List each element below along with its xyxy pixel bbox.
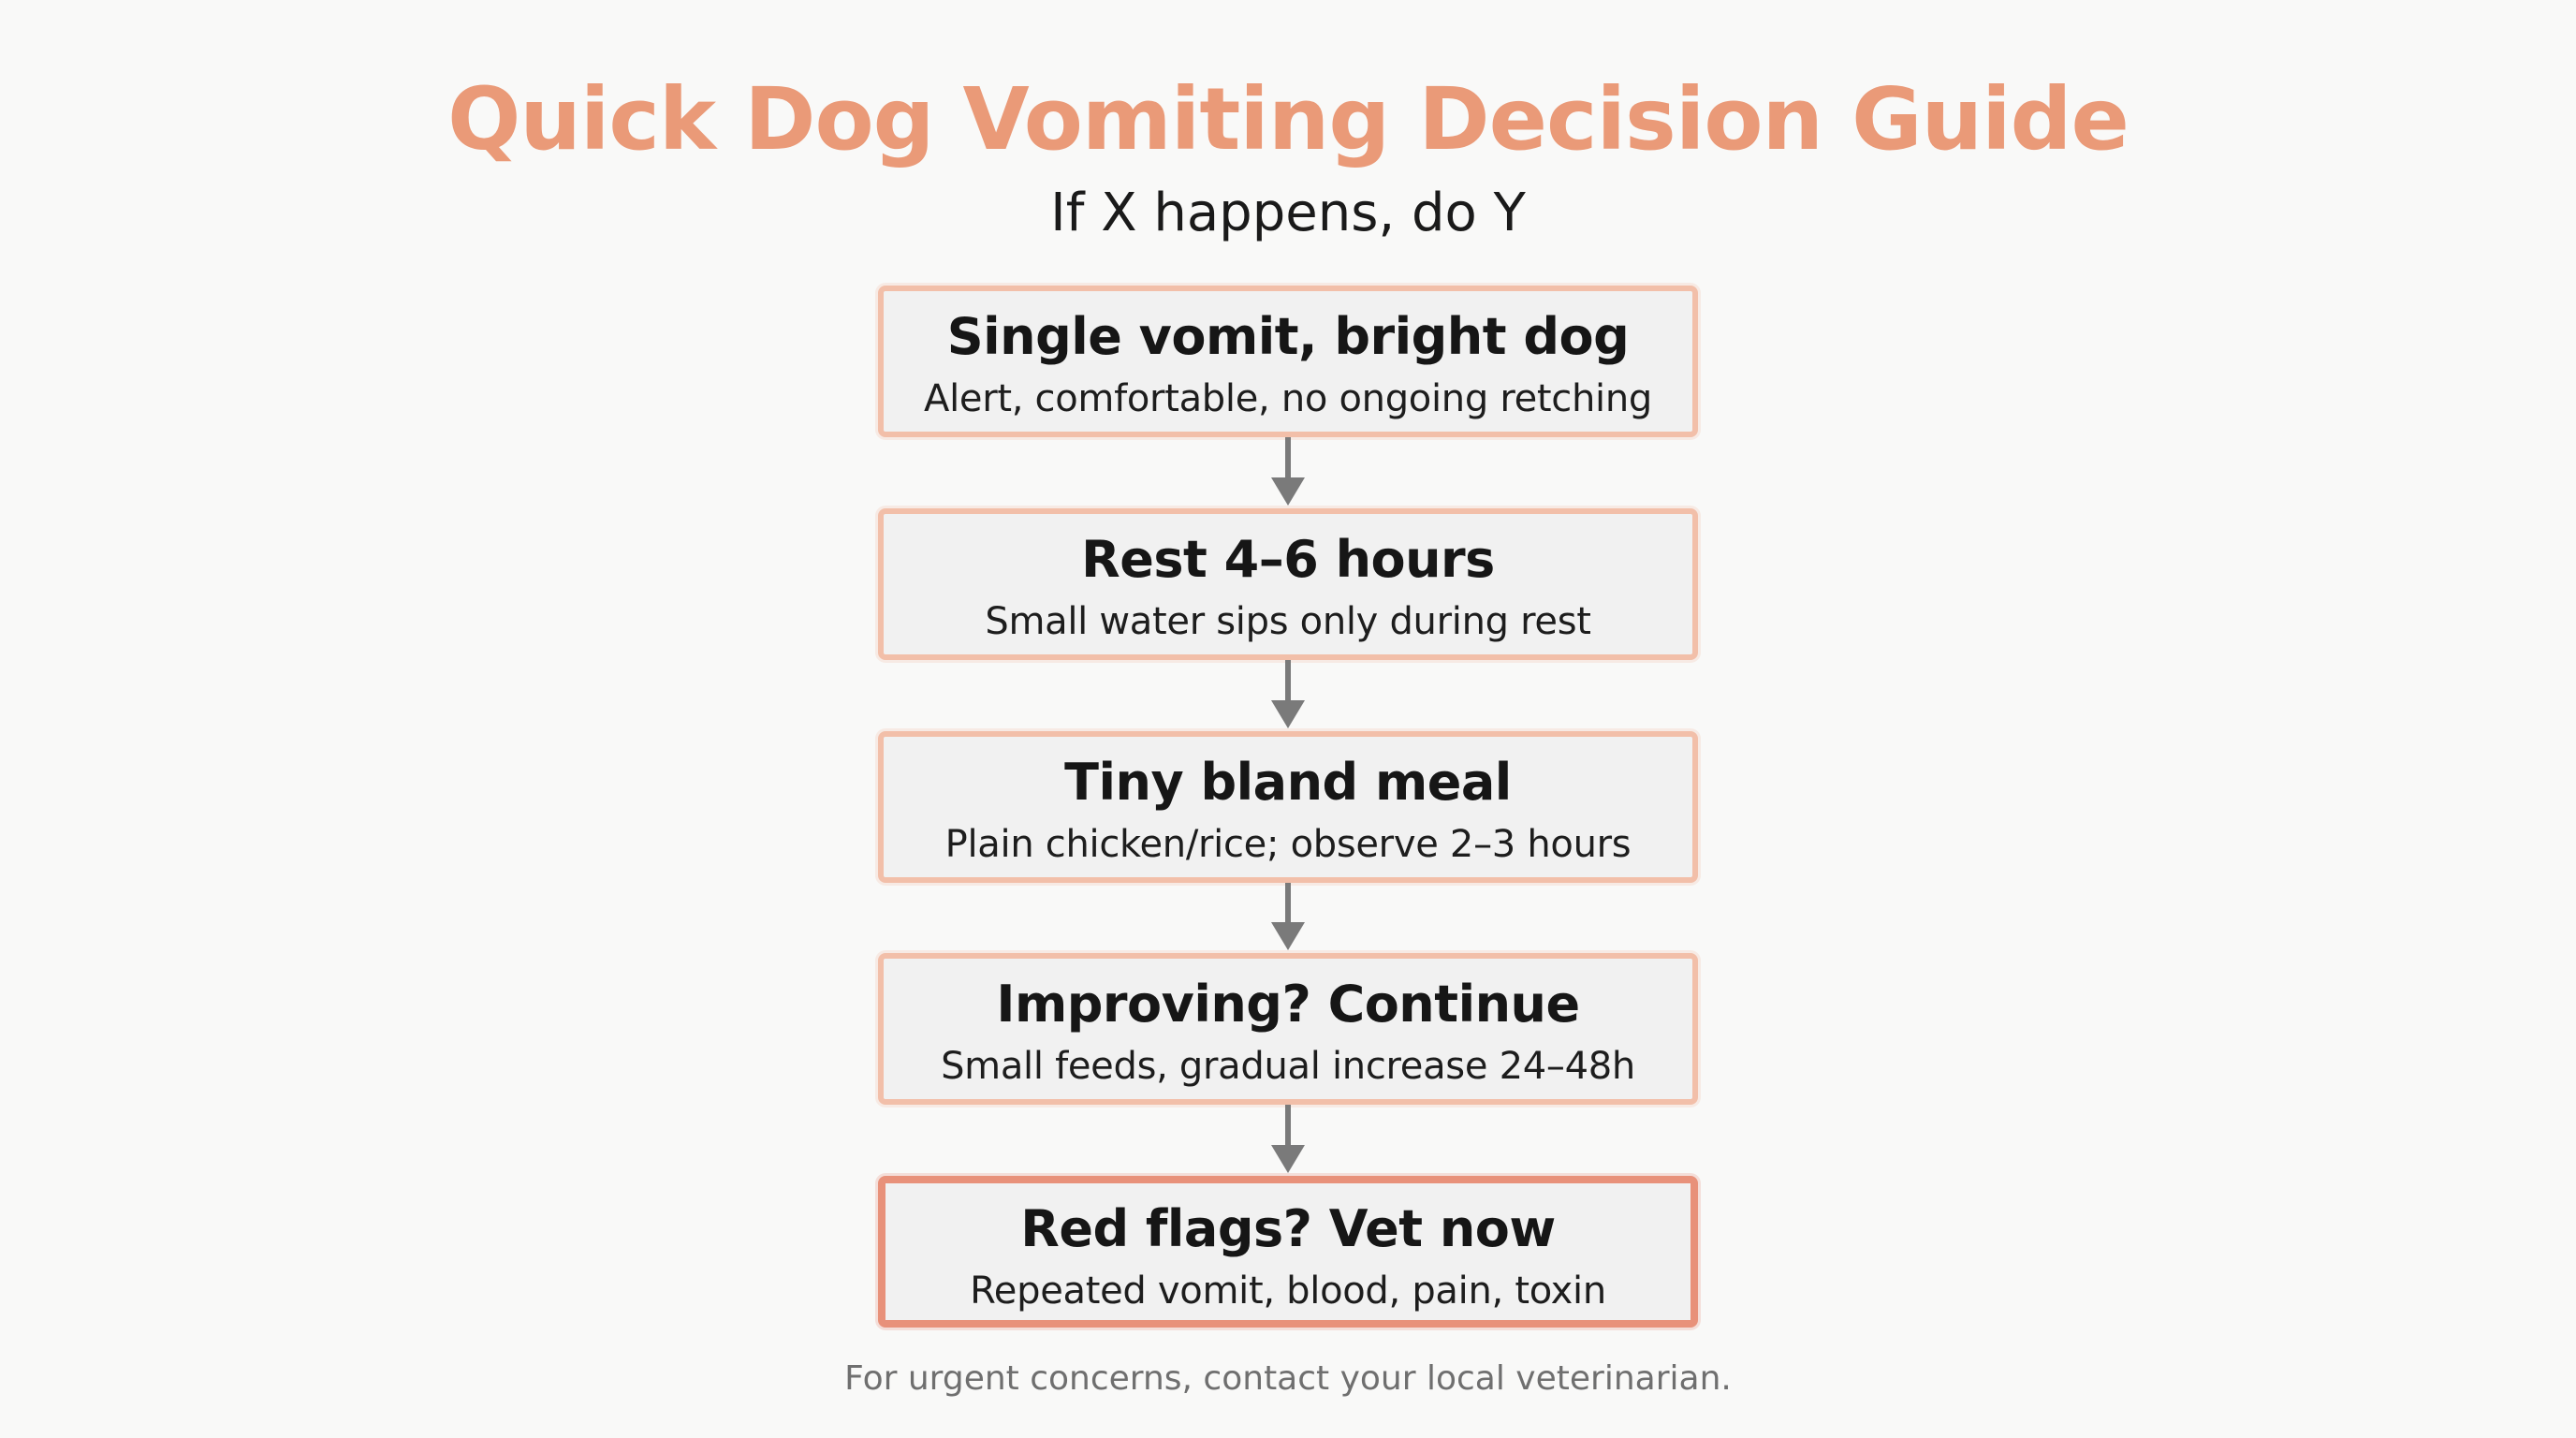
step-description: Plain chicken/rice; observe 2–3 hours	[944, 823, 1632, 866]
step-title: Red flags? Vet now	[1020, 1199, 1556, 1258]
step-title: Tiny bland meal	[1064, 753, 1512, 812]
step-description: Small water sips only during rest	[985, 600, 1591, 643]
arrow-4	[1271, 1105, 1305, 1173]
arrow-2	[1271, 660, 1305, 728]
page-title: Quick Dog Vomiting Decision Guide	[447, 69, 2129, 169]
page-subtitle: If X happens, do Y	[1050, 183, 1526, 243]
step-title: Rest 4–6 hours	[1081, 530, 1495, 589]
step-title: Improving? Continue	[996, 975, 1580, 1034]
footer-note: For urgent concerns, contact your local veterinarian.	[844, 1359, 1732, 1398]
step-description: Alert, comfortable, no ongoing retching	[924, 377, 1652, 420]
arrow-3	[1271, 883, 1305, 950]
step-title: Single vomit, bright dog	[946, 307, 1630, 366]
arrow-1	[1271, 437, 1305, 506]
step-description: Repeated vomit, blood, pain, toxin	[970, 1269, 1606, 1313]
step-description: Small feeds, gradual increase 24–48h	[941, 1045, 1635, 1088]
